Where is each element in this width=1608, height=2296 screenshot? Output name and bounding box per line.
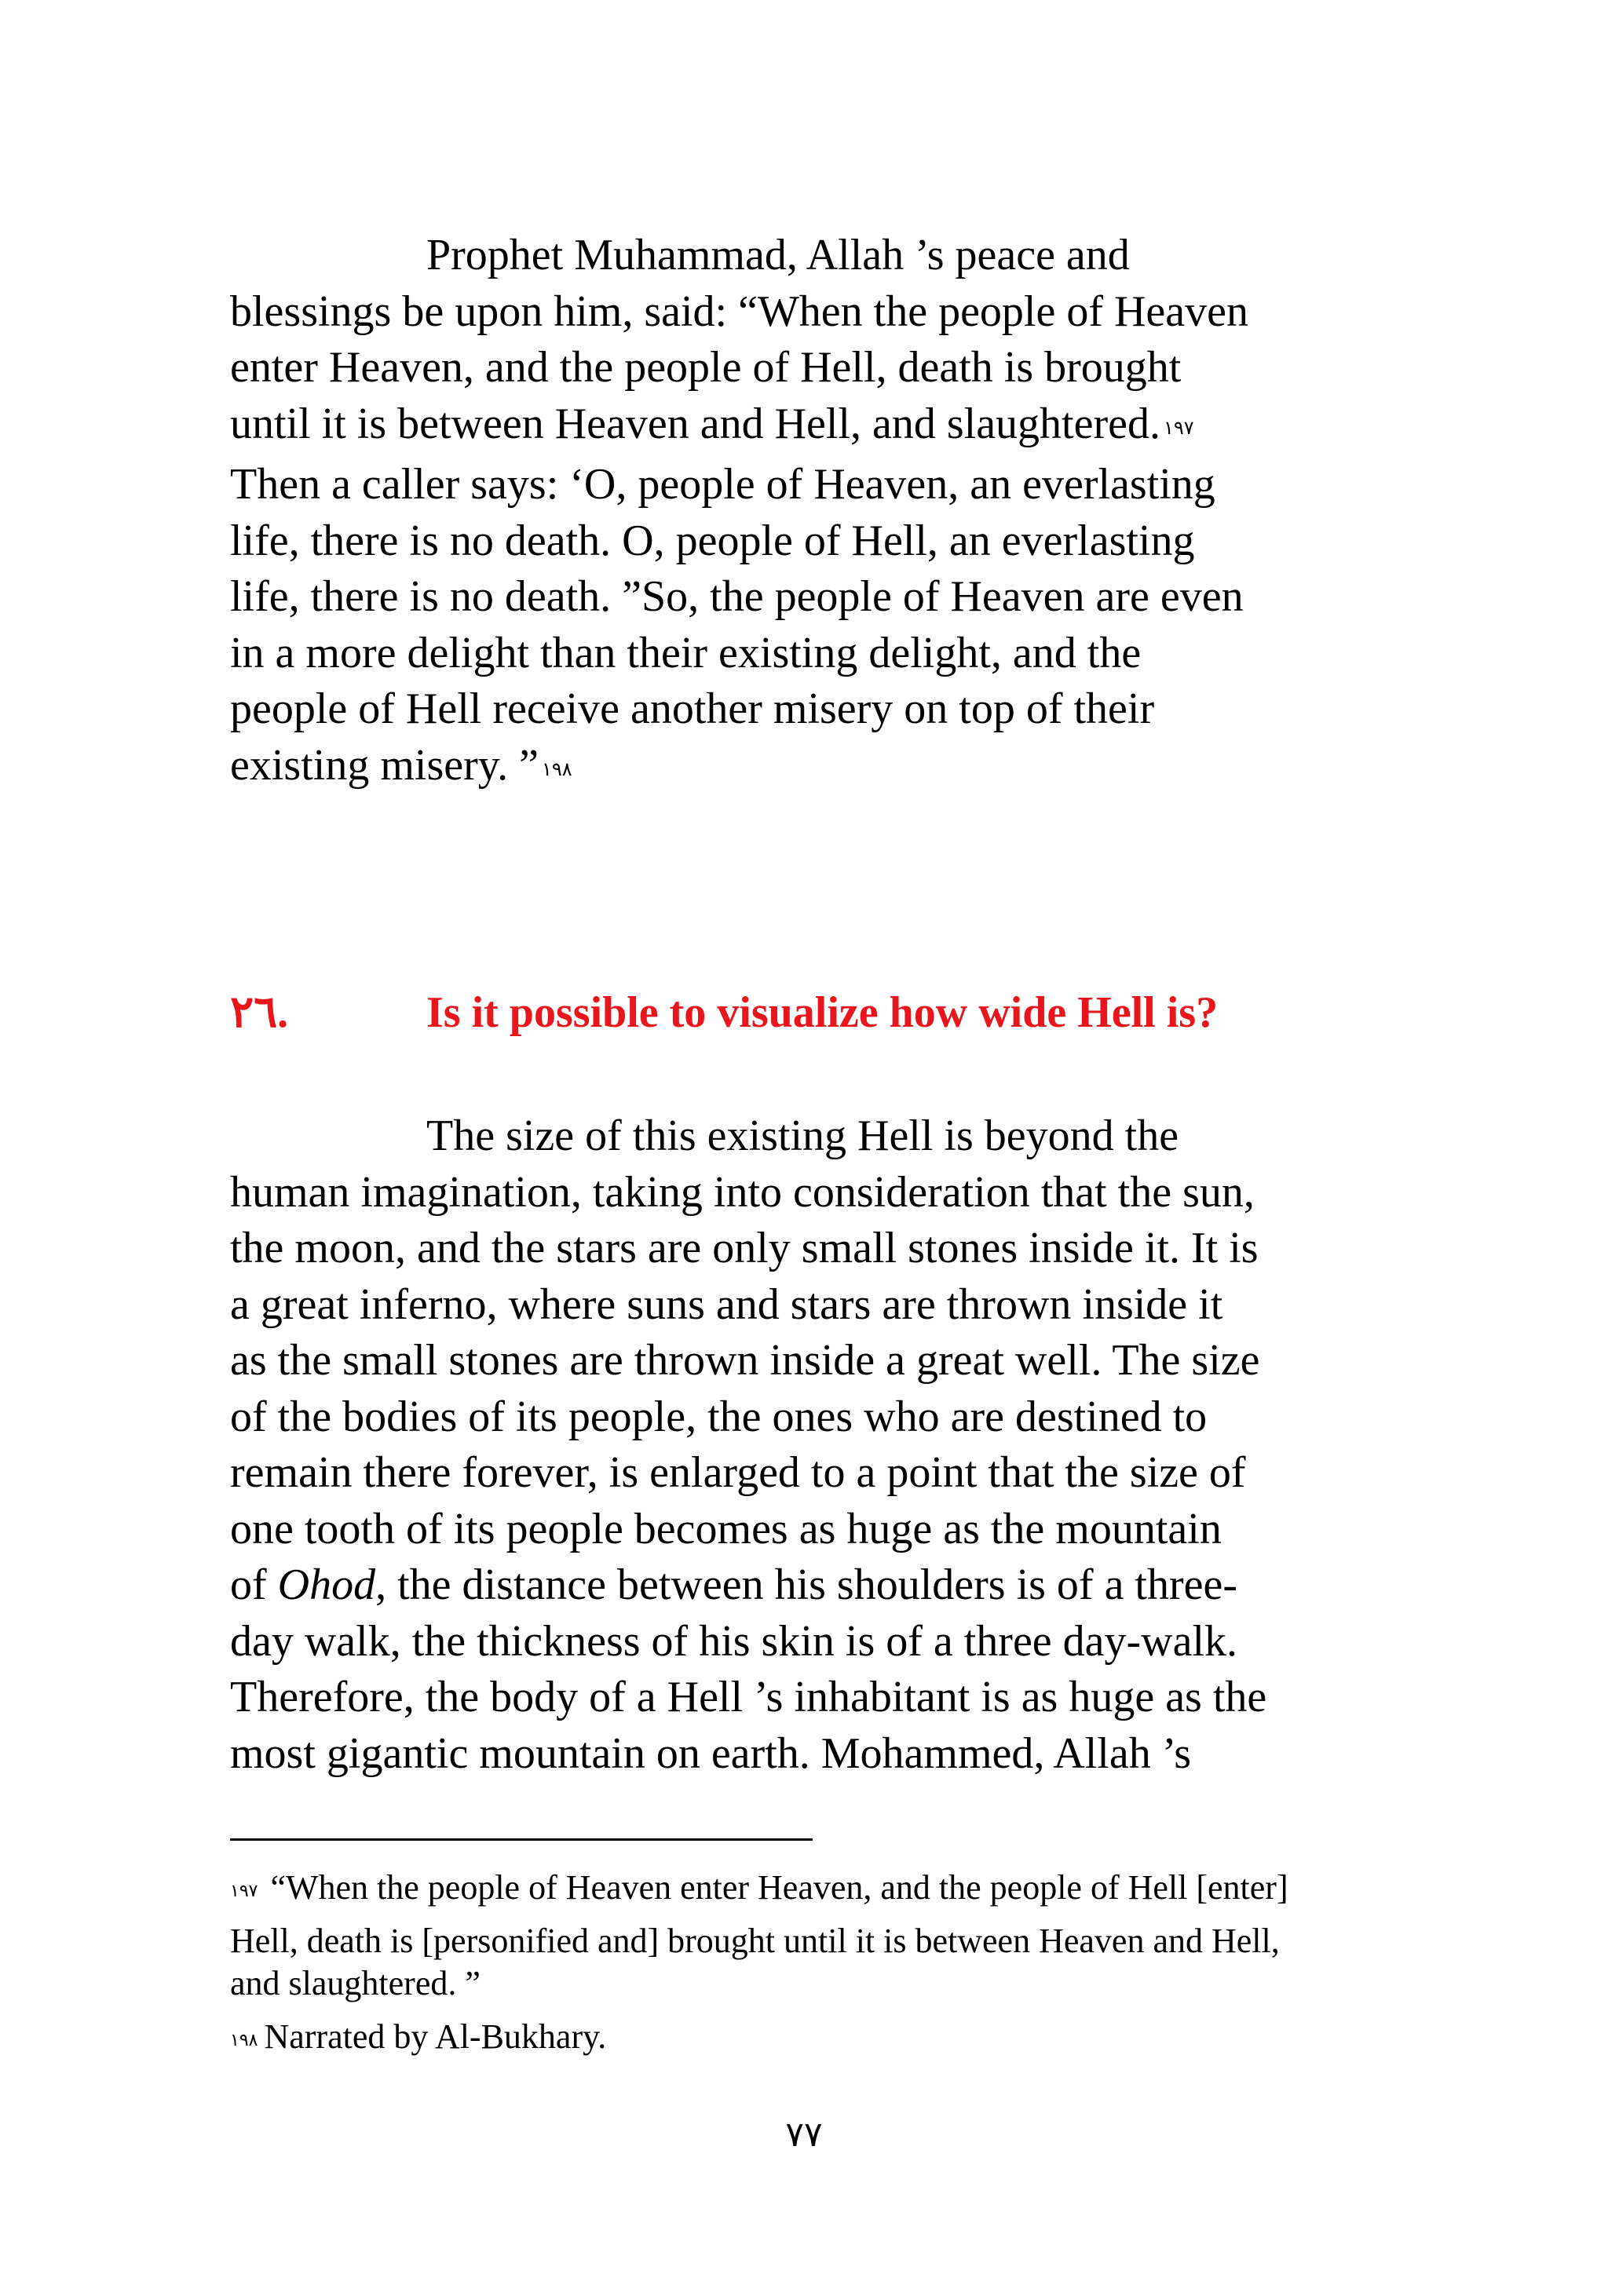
footnote-2: [230, 2016, 1392, 2058]
section-heading: [230, 983, 1384, 1042]
page-number: ٧٧: [785, 2115, 823, 2154]
paragraph-line: The size of this existing Hell is beyond the: [426, 1111, 1179, 1160]
line-text: until it is between Heaven and Hell, and slaughtered.: [230, 399, 1160, 448]
paragraph-line: Then a caller says: ‘O, people of Heaven, an everlasting: [230, 460, 1215, 509]
paragraph-line: one tooth of its people becomes as huge as the mountain: [230, 1504, 1222, 1553]
footnote-reference[interactable]: ١٩٧: [1163, 418, 1194, 439]
line-text: of: [230, 1560, 278, 1609]
paragraph-line: remain there forever, is enlarged to a point that the size of: [230, 1448, 1246, 1497]
italic-place-name: Ohod: [277, 1560, 376, 1609]
line-text: , the distance between his shoulders is of a three-: [375, 1560, 1237, 1609]
paragraph-line: Therefore, the body of a Hell ’s inhabitant is as huge as the: [230, 1673, 1267, 1721]
footnote-separator: [230, 1838, 813, 1841]
paragraph-line: most gigantic mountain on earth. Mohammed, Allah ’s: [230, 1728, 1192, 1778]
paragraph-line: enter Heaven, and the people of Hell, death is brought: [230, 343, 1182, 392]
paragraph-line: [230, 1557, 1384, 1614]
paragraph-line: [230, 738, 1384, 794]
paragraph-line: life, there is no death. O, people of Hell, an everlasting: [230, 516, 1195, 565]
paragraph-line: day walk, the thickness of his skin is of a three day-walk.: [230, 1616, 1238, 1666]
footnote-marker: ١٩٨: [230, 2030, 258, 2050]
paragraph-line: as the small stones are thrown inside a great well. The size: [230, 1336, 1260, 1385]
paragraph-line: life, there is no death. ”So, the people of Heaven are even: [230, 572, 1244, 621]
section-title: Is it possible to visualize how wide Hell is?: [426, 988, 1219, 1037]
footnote-text: Narrated by Al-Bukhary.: [264, 2017, 607, 2056]
footnote-line: and slaughtered. ”: [230, 1964, 481, 2002]
section-number: ٢٦.: [230, 988, 289, 1037]
footnote-line: [230, 1867, 1392, 1909]
body-paragraph: [230, 1108, 1384, 1782]
footnote-1: [230, 1867, 1392, 2005]
paragraph-line: Prophet Muhammad, Allah ’s peace and: [426, 231, 1130, 279]
paragraph-line: human imagination, taking into consideration that the sun,: [230, 1167, 1255, 1217]
footnote-reference[interactable]: ١٩٨: [541, 759, 572, 780]
hadith-paragraph: [230, 228, 1384, 794]
paragraph-line: of the bodies of its people, the ones who are destined to: [230, 1392, 1208, 1441]
footnote-text: “When the people of Heaven enter Heaven, and the people of Hell [enter]: [270, 1868, 1288, 1907]
paragraph-line: people of Hell receive another misery on top of their: [230, 684, 1155, 733]
footnote-line: Hell, death is [personified and] brought until it is between Heaven and Hell,: [230, 1922, 1280, 1960]
paragraph-line: blessings be upon him, said: “When the people of Heaven: [230, 287, 1248, 336]
paragraph-line: the moon, and the stars are only small stones inside it. It is: [230, 1224, 1259, 1272]
line-text: existing misery. ”: [230, 740, 539, 790]
footnote-line: [230, 2016, 1392, 2058]
footnote-marker: ١٩٧: [230, 1881, 258, 1900]
paragraph-line: a great inferno, where suns and stars are thrown inside it: [230, 1279, 1223, 1329]
paragraph-line: in a more delight than their existing delight, and the: [230, 628, 1142, 677]
paragraph-line: [230, 396, 1384, 453]
